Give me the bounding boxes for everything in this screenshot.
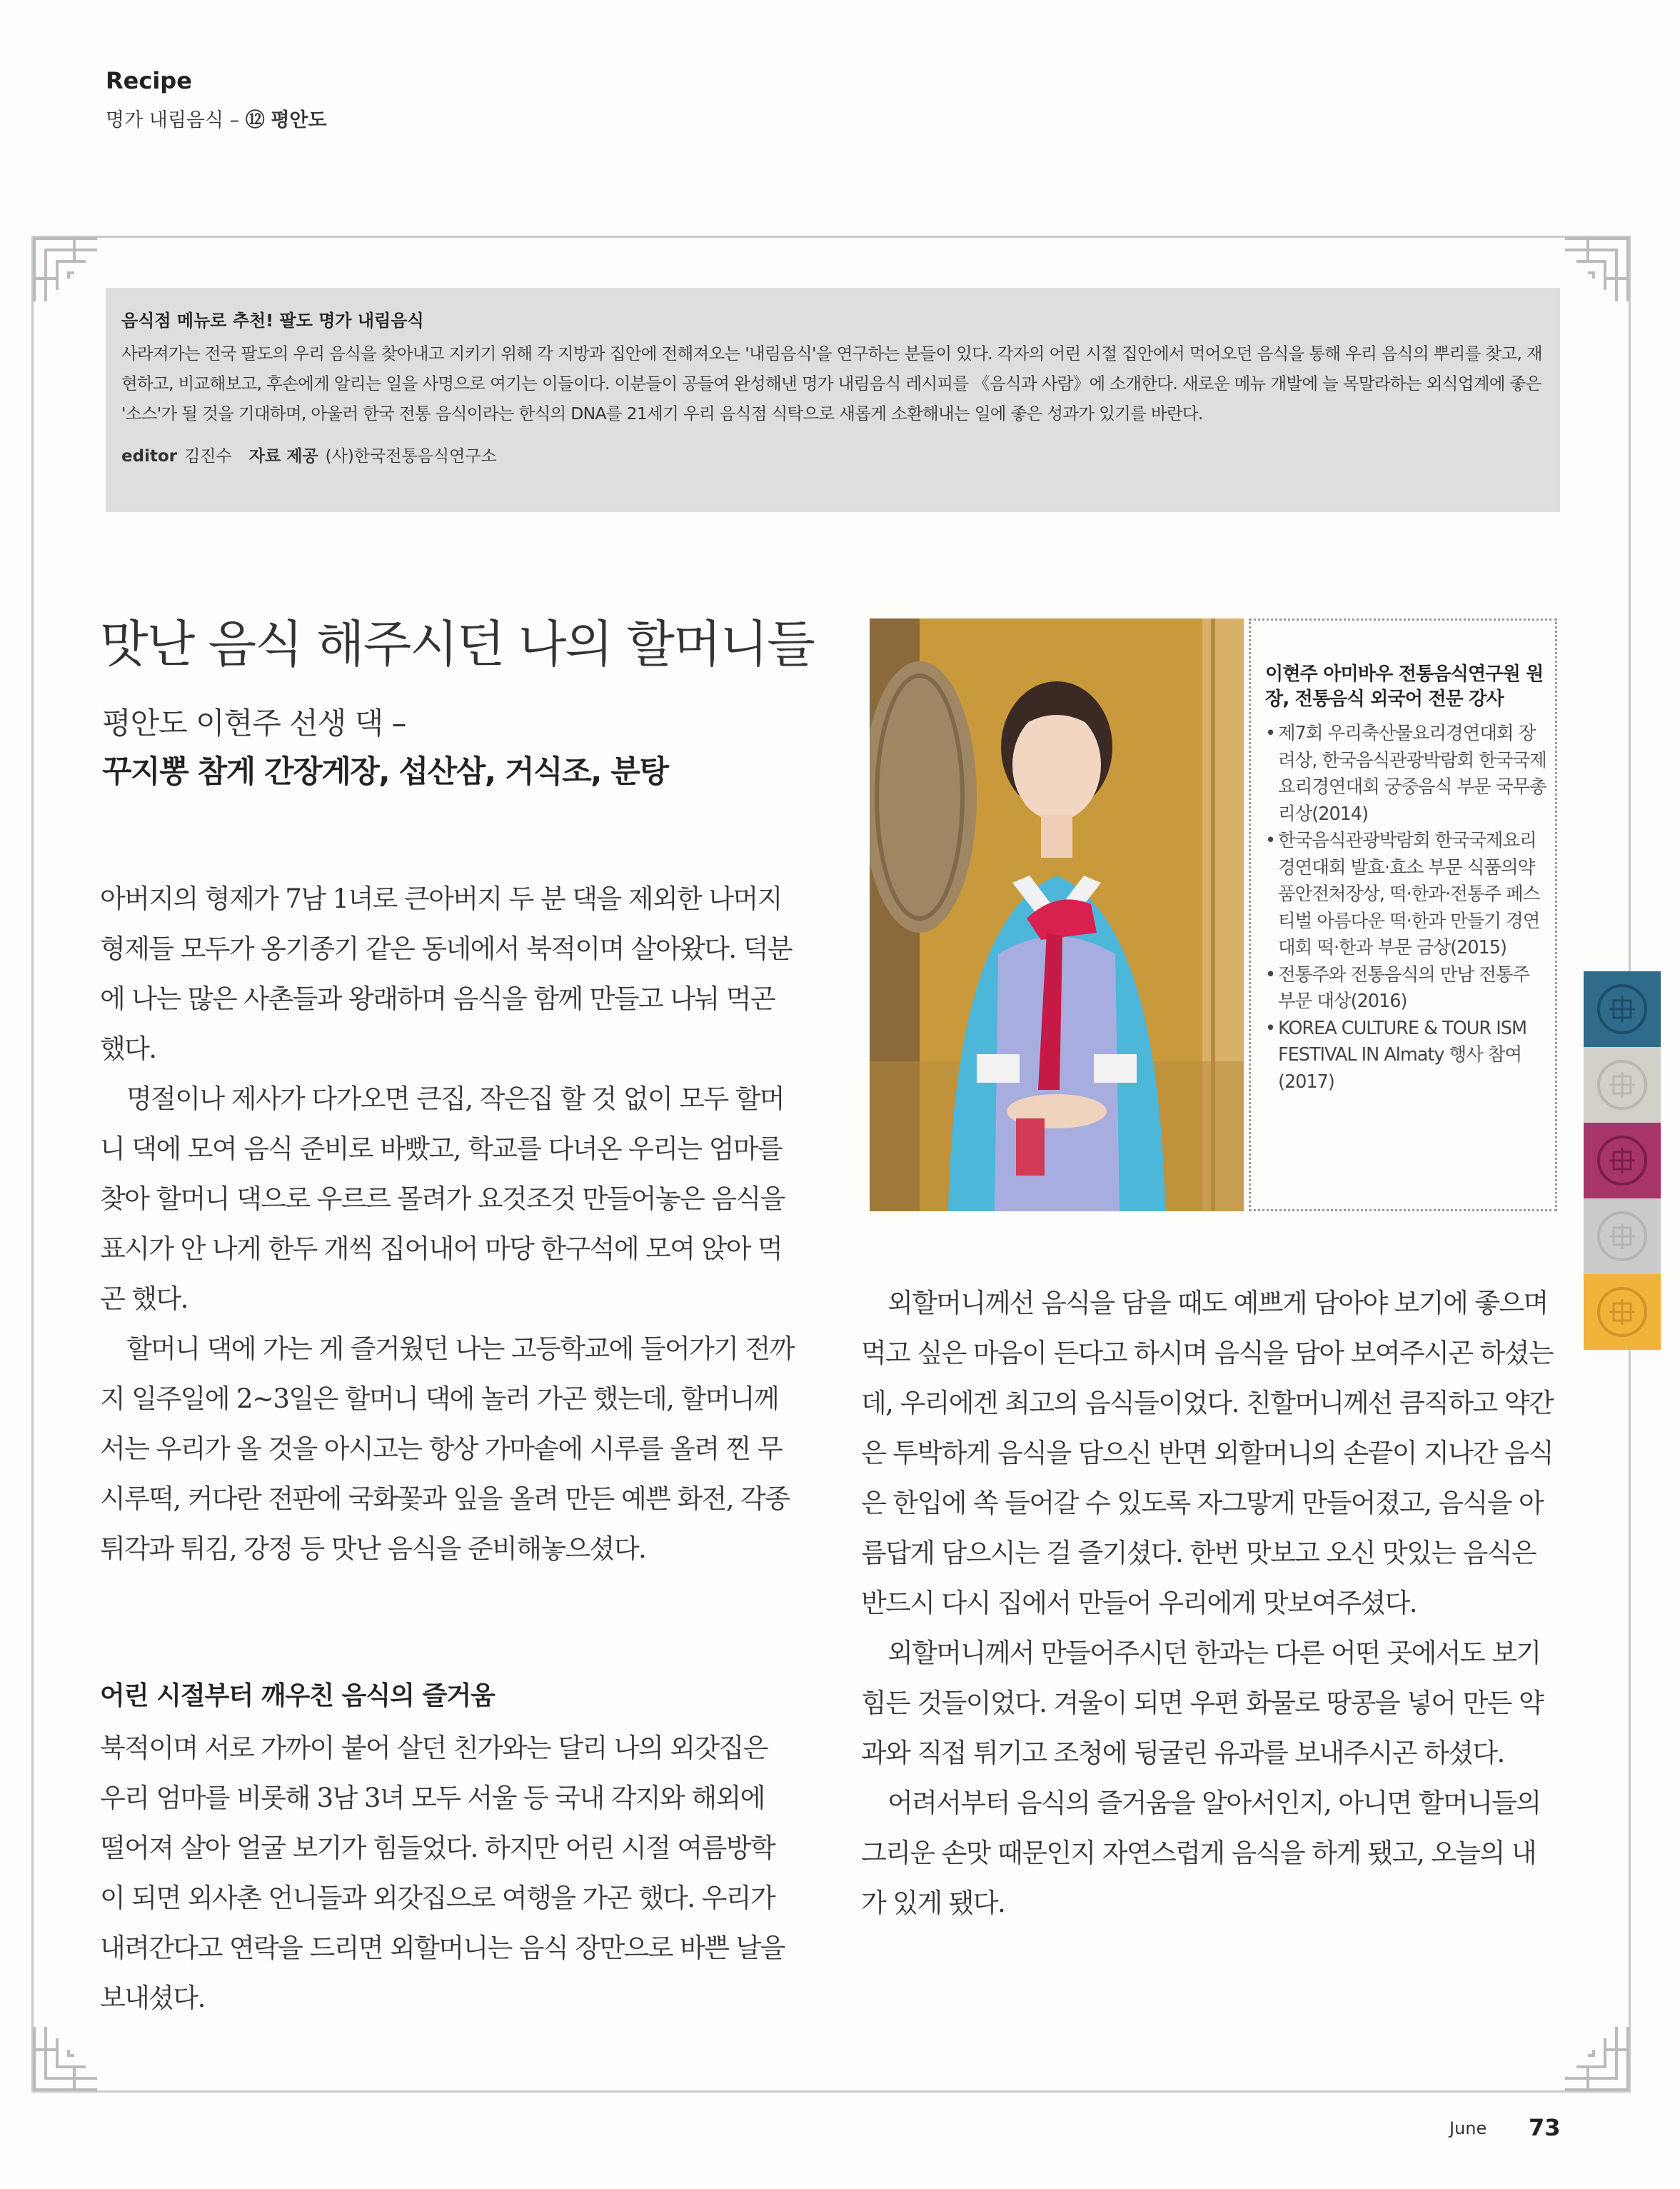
profile-name: 이현주 아미바우 전통음식연구원 원장, 전통음식 외국어 전문 강사 xyxy=(1265,663,1544,710)
body-left-column-2 xyxy=(100,1723,796,2023)
frame-corner-ornament-icon xyxy=(31,2024,100,2093)
body-left-column xyxy=(100,874,796,1574)
frame-corner-ornament-icon xyxy=(1562,2024,1631,2093)
section-heading: 어린 시절부터 깨우친 음식의 즐거움 xyxy=(100,1681,495,1710)
editor-name: 김진수 xyxy=(184,447,232,466)
editor-label: editor xyxy=(121,447,178,466)
series-region: 평안도 xyxy=(271,109,327,131)
body-paragraph: 아버지의 형제가 7남 1녀로 큰아버지 두 분 댁을 제외한 나머지 형제들 모두가 옹기종기 같은 동네에서 북적이며 살아왔다. 덕분에 나는 많은 사촌들과 왕래하며 음식을 함께 만들고 나눠 먹곤 했다. xyxy=(100,883,792,1064)
body-paragraph: 외할머니께선 음식을 담을 때도 예쁘게 담아야 보기에 좋으며 먹고 싶은 마음이 든다고 하시며 음식을 담아 보여주시곤 하셨는데, 우리에겐 최고의 음식들이었다. 친할머니께선 큼직하고 약간은 투박하게 음식을 담으신 반면 외할머니의 손끝이 지나간 음식은 한입에 쏙 들어갈 수 있도록 자그맣게 만들어졌고, 음식을 아름답게 담으시는 걸 즐기셨다. 한번 맛보고 오신 맛있는 음식은 반드시 다시 집에서 만들어 우리에게 맛보여주셨다. xyxy=(861,1288,1553,1618)
body-right-column xyxy=(861,1278,1557,1928)
knot-pattern-icon xyxy=(1596,1211,1648,1262)
pattern-swatch-magenta xyxy=(1584,1123,1661,1198)
intro-title: 음식점 메뉴로 추천! 팔도 명가 내림음식 xyxy=(121,311,424,331)
source-label: 자료 제공 xyxy=(248,447,318,466)
knot-pattern-icon xyxy=(1596,1059,1648,1111)
body-paragraph: 할머니 댁에 가는 게 즐거웠던 나는 고등학교에 들어가기 전까지 일주일에 2~3일은 할머니 댁에 놀러 가곤 했는데, 할머니께서는 우리가 올 것을 아시고는 항상 가마솥에 시루를 올려 찐 무시루떡, 커다란 전판에 국화꽃과 잎을 올려 만든 예쁜 화전, 각종 튀각과 튀김, 강정 등 맛난 음식을 준비해놓으셨다. xyxy=(100,1333,794,1564)
frame-corner-ornament-icon xyxy=(31,236,100,304)
award-item: • 한국음식관광박람회 한국국제요리경연대회 발효·효소 부문 식품의약품안전처장상, 떡·한과·전통주 페스티벌 아름다운 떡·한과 만들기 경연대회 떡·한과 부문 금상(2015) xyxy=(1265,828,1548,962)
pattern-swatch-yellow xyxy=(1584,1274,1661,1350)
pattern-swatch-blue xyxy=(1584,971,1661,1047)
frame-corner-ornament-icon xyxy=(1562,236,1631,304)
pattern-swatch-beige xyxy=(1584,1047,1661,1123)
series-number: ⑫ xyxy=(245,109,265,131)
knot-pattern-icon xyxy=(1596,1286,1648,1338)
footer-month: June xyxy=(1449,2118,1487,2138)
body-paragraph: 북적이며 서로 가까이 붙어 살던 친가와는 달리 나의 외갓집은 우리 엄마를 비롯해 3남 3녀 모두 서울 등 국내 각지와 해외에 떨어져 살아 얼굴 보기가 힘들었다. 하지만 어린 시절 여름방학이 되면 외사촌 언니들과 외갓집으로 여행을 가곤 했다. 우리가 내려간다고 연락을 드리면 외할머니는 음식 장만으로 바쁜 날을 보내셨다. xyxy=(100,1733,785,2013)
knot-pattern-icon xyxy=(1596,1135,1648,1186)
series-label xyxy=(106,104,327,132)
body-paragraph: 명절이나 제사가 다가오면 큰집, 작은집 할 것 없이 모두 할머니 댁에 모여 음식 준비로 바빴고, 학교를 다녀온 우리는 엄마를 찾아 할머니 댁으로 우르르 몰려가 요것조것 만들어놓은 음식을 표시가 안 나게 한두 개씩 집어내어 마당 한구석에 모여 앉아 먹곤 했다. xyxy=(100,1083,785,1314)
award-item: • 제7회 우리축산물요리경연대회 장려상, 한국음식관광박람회 한국국제요리경연대회 궁중음식 부문 국무총리상(2014) xyxy=(1265,721,1548,828)
article-title: 맛난 음식 해주시던 나의 할머니들 xyxy=(100,615,814,673)
body-paragraph: 어려서부터 음식의 즐거움을 알아서인지, 아니면 할머니들의 그리운 손맛 때문인지 자연스럽게 음식을 하게 됐고, 오늘의 내가 있게 됐다. xyxy=(861,1788,1541,1918)
profile-box xyxy=(1249,618,1557,1211)
award-item: • 전통주와 전통음식의 만남 전통주 부문 대상(2016) xyxy=(1265,962,1548,1016)
award-item: • KOREA CULTURE & TOUR ISM FESTIVAL IN Almaty 행사 참여(2017) xyxy=(1265,1016,1548,1096)
intro-box xyxy=(106,288,1560,512)
article-subtitle: 평안도 이현주 선생 댁 – xyxy=(102,706,406,741)
award-list xyxy=(1265,721,1548,1096)
section-label: Recipe xyxy=(106,67,192,94)
article-dish-list: 꾸지뽕 참게 간장게장, 섭산삼, 거식조, 분탕 xyxy=(102,754,668,790)
series-prefix: 명가 내림음식 – xyxy=(106,109,246,131)
pattern-swatch-grey xyxy=(1584,1198,1661,1274)
intro-body: 사라져가는 전국 팔도의 우리 음식을 찾아내고 지키기 위해 각 지방과 집안에 전해져오는 '내림음식'을 연구하는 분들이 있다. 각자의 어린 시절 집안에서 먹어오던 음식을 통해 우리 음식의 뿌리를 찾고, 재현하고, 비교해보고, 후손에게 알리는 일을 사명으로 여기는 이들이다. 이분들이 공들여 완성해낸 명가 내림음식 레시피를 《음식과 사람》에 소개한다. 새로운 메뉴 개발에 늘 목말라하는 외식업계에 좋은 '소스'가 될 것을 기대하며, 아울러 한국 전통 음식이라는 한식의 DNA를 21세기 우리 음식점 식탁으로 새롭게 소환해내는 일에 좋은 성과가 있기를 바란다. xyxy=(121,344,1542,424)
portrait-photo xyxy=(870,618,1244,1211)
body-paragraph: 외할머니께서 만들어주시던 한과는 다른 어떤 곳에서도 보기 힘든 것들이었다. 겨울이 되면 우편 화물로 땅콩을 넣어 만든 약과와 직접 튀기고 조청에 뒹굴린 유과를 보내주시곤 하셨다. xyxy=(861,1638,1544,1768)
page-number: 73 xyxy=(1529,2114,1561,2141)
intro-credit xyxy=(121,443,1544,466)
knot-pattern-icon xyxy=(1596,983,1648,1035)
source-name: (사)한국전통음식연구소 xyxy=(325,447,497,466)
